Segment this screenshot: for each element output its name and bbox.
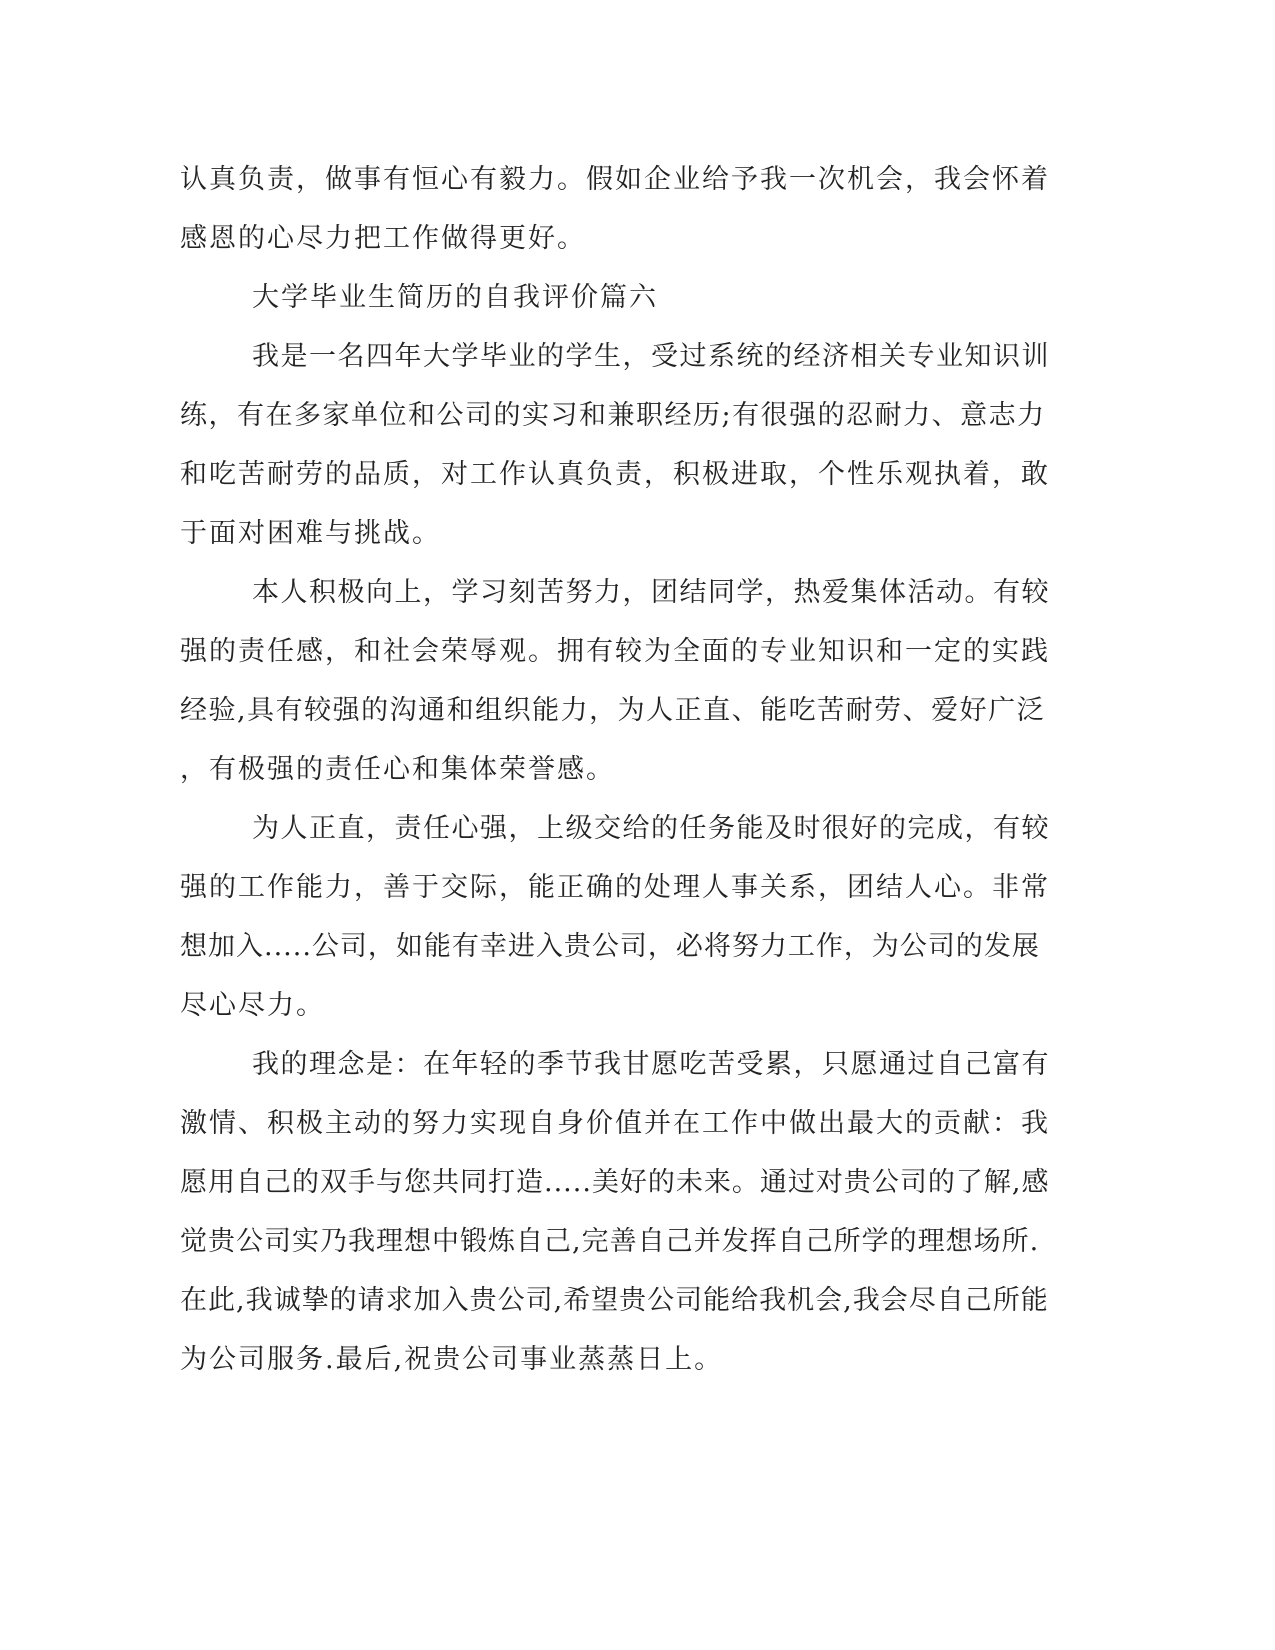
text-line: 强的工作能力，善于交际，能正确的处理人事关系，团结人心。非常 xyxy=(180,872,1050,903)
text-line: 认真负责，做事有恒心有毅力。假如企业给予我一次机会，我会怀着 xyxy=(180,164,1050,195)
text-line: 练，有在多家单位和公司的实习和兼职经历;有很强的忍耐力、意志力 xyxy=(180,400,1046,431)
text-line: 为人正直，责任心强，上级交给的任务能及时很好的完成，有较 xyxy=(252,813,1050,844)
text-line: 想加入.....公司，如能有幸进入贵公司，必将努力工作，为公司的发展 xyxy=(180,931,1040,962)
text-line: 激情、积极主动的努力实现自身价值并在工作中做出最大的贡献：我 xyxy=(180,1108,1050,1139)
document-body xyxy=(180,150,1050,1389)
section-heading: 大学毕业生简历的自我评价篇六 xyxy=(252,282,658,313)
text-line: 和吃苦耐劳的品质，对工作认真负责，积极进取，个性乐观执着，敢 xyxy=(180,459,1050,490)
text-line: 觉贵公司实乃我理想中锻炼自己,完善自己并发挥自己所学的理想场所. xyxy=(180,1226,1040,1257)
text-line: 感恩的心尽力把工作做得更好。 xyxy=(180,223,586,254)
text-line: 于面对困难与挑战。 xyxy=(180,518,441,549)
text-line: 经验,具有较强的沟通和组织能力，为人正直、能吃苦耐劳、爱好广泛 xyxy=(180,695,1046,726)
text-line: 本人积极向上，学习刻苦努力，团结同学，热爱集体活动。有较 xyxy=(252,577,1050,608)
text-line: 强的责任感，和社会荣辱观。拥有较为全面的专业知识和一定的实践 xyxy=(180,636,1050,667)
text-line: 在此,我诚挚的请求加入贵公司,希望贵公司能给我机会,我会尽自己所能 xyxy=(180,1285,1049,1316)
text-line: ，有极强的责任心和集体荣誉感。 xyxy=(180,754,615,785)
text-line: 愿用自己的双手与您共同打造.....美好的未来。通过对贵公司的了解,感 xyxy=(180,1167,1050,1198)
text-line: 我是一名四年大学毕业的学生，受过系统的经济相关专业知识训 xyxy=(252,341,1050,372)
text-line: 为公司服务.最后,祝贵公司事业蒸蒸日上。 xyxy=(180,1344,724,1375)
text-line: 尽心尽力。 xyxy=(180,990,325,1021)
text-line: 我的理念是：在年轻的季节我甘愿吃苦受累，只愿通过自己富有 xyxy=(252,1049,1050,1080)
